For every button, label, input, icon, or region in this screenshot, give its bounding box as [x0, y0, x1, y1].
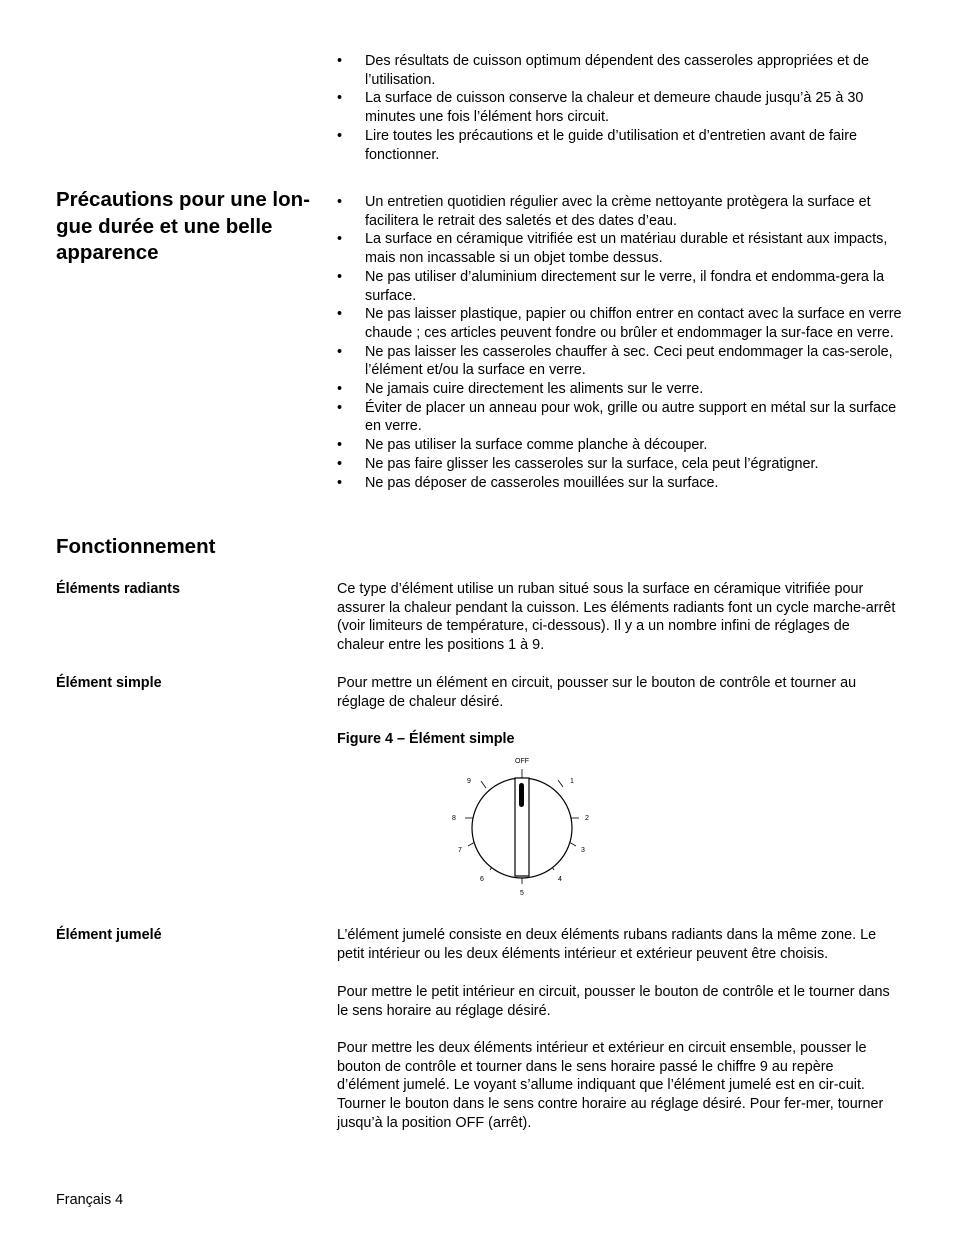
- dial-label-7: 7: [458, 847, 462, 854]
- radiant-elements-label: Éléments radiants: [56, 581, 180, 597]
- precautions-bullet-list: [337, 193, 902, 492]
- dial-label-off: OFF: [515, 758, 529, 765]
- list-item: • Ne pas laisser les casseroles chauffer à sec. Ceci peut endommager la cas-serole, l’élément et/ou la surface en verre.: [337, 343, 902, 380]
- precautions-heading: Précautions pour une lon-gue durée et une belle apparence: [56, 188, 310, 264]
- list-item: • Ne pas utiliser la surface comme planche à découper.: [337, 436, 902, 455]
- dial-indicator-mark: [519, 783, 524, 807]
- single-element-label: Élément simple: [56, 675, 162, 691]
- dial-label-1: 1: [570, 778, 574, 785]
- dial-label-9: 9: [467, 778, 471, 785]
- list-item: • Lire toutes les précautions et le guide d’utilisation et d’entretien avant de faire fonctionner.: [337, 127, 902, 164]
- list-item: • Ne jamais cuire directement les aliments sur le verre.: [337, 380, 902, 399]
- dial-label-6: 6: [480, 876, 484, 883]
- control-knob-figure: [440, 750, 610, 900]
- dual-element-paragraph-3: Pour mettre les deux éléments intérieur et extérieur en circuit ensemble, pousser le bouton de contrôle et tourner dans le sens horaire passé le chiffre 9 au repère d’élément jumelé. Le voyant s’allume indiquant que l’élément jumelé est en cir-cuit. Tourner le bouton dans le sens contre horaire au réglage désiré. Pour fer-mer, tourner jusqu’à la position OFF (arrêt).: [337, 1040, 884, 1131]
- list-item: • Ne pas faire glisser les casseroles sur la surface, cela peut l’égratigner.: [337, 455, 902, 474]
- dual-element-paragraph-1: L’élément jumelé consiste en deux éléments rubans radiants dans la même zone. Le petit intérieur ou les deux éléments intérieur et extérieur peuvent être choisis.: [337, 927, 877, 962]
- page-number: Français 4: [56, 1192, 124, 1208]
- single-element-text: Pour mettre un élément en circuit, pousser sur le bouton de contrôle et tourner au réglage de chaleur désiré.: [337, 675, 857, 710]
- dial-label-5: 5: [520, 890, 524, 897]
- list-item: • Des résultats de cuisson optimum dépendent des casseroles appropriées et de l’utilisation.: [337, 52, 902, 89]
- list-item: • Éviter de placer un anneau pour wok, grille ou autre support en métal sur la surface en verre.: [337, 399, 902, 436]
- radiant-elements-text: Ce type d’élément utilise un ruban situé sous la surface en céramique vitrifiée pour assurer la chaleur pendant la cuisson. Les éléments radiants font un cycle marche-arrêt (voir limiteurs de température, ci-dessous). Il y a un nombre infini de réglages de chaleur entre les positions 1 à 9.: [337, 581, 896, 654]
- dual-element-paragraph-2: Pour mettre le petit intérieur en circuit, pousser le bouton de contrôle et le tourner dans le sens horaire au réglage désiré.: [337, 984, 890, 1019]
- list-item: • Ne pas laisser plastique, papier ou chiffon entrer en contact avec la surface en verre chaude ; ces articles peuvent fondre ou brûler et endommager la sur-face en verre.: [337, 305, 902, 342]
- dial-label-2: 2: [585, 815, 589, 822]
- dial-label-4: 4: [558, 876, 562, 883]
- operation-heading: Fonctionnement: [56, 535, 216, 558]
- list-item: • La surface de cuisson conserve la chaleur et demeure chaude jusqu’à 25 à 30 minutes une fois l’élément hors circuit.: [337, 89, 902, 126]
- dial-label-8: 8: [452, 815, 456, 822]
- list-item: • Ne pas utiliser d’aluminium directement sur le verre, il fondra et endomma-gera la surface.: [337, 268, 902, 305]
- intro-bullet-list: [337, 52, 902, 164]
- list-item: • Un entretien quotidien régulier avec la crème nettoyante protègera la surface et facilitera le retrait des saletés et des dates d’eau.: [337, 193, 902, 230]
- list-item: • La surface en céramique vitrifiée est un matériau durable et résistant aux impacts, mais non incassable si un objet tombe dessus.: [337, 230, 902, 267]
- figure-caption: Figure 4 – Élément simple: [337, 731, 515, 747]
- dual-element-label: Élément jumelé: [56, 927, 162, 943]
- dial-label-3: 3: [581, 847, 585, 854]
- list-item: • Ne pas déposer de casseroles mouillées sur la surface.: [337, 474, 902, 493]
